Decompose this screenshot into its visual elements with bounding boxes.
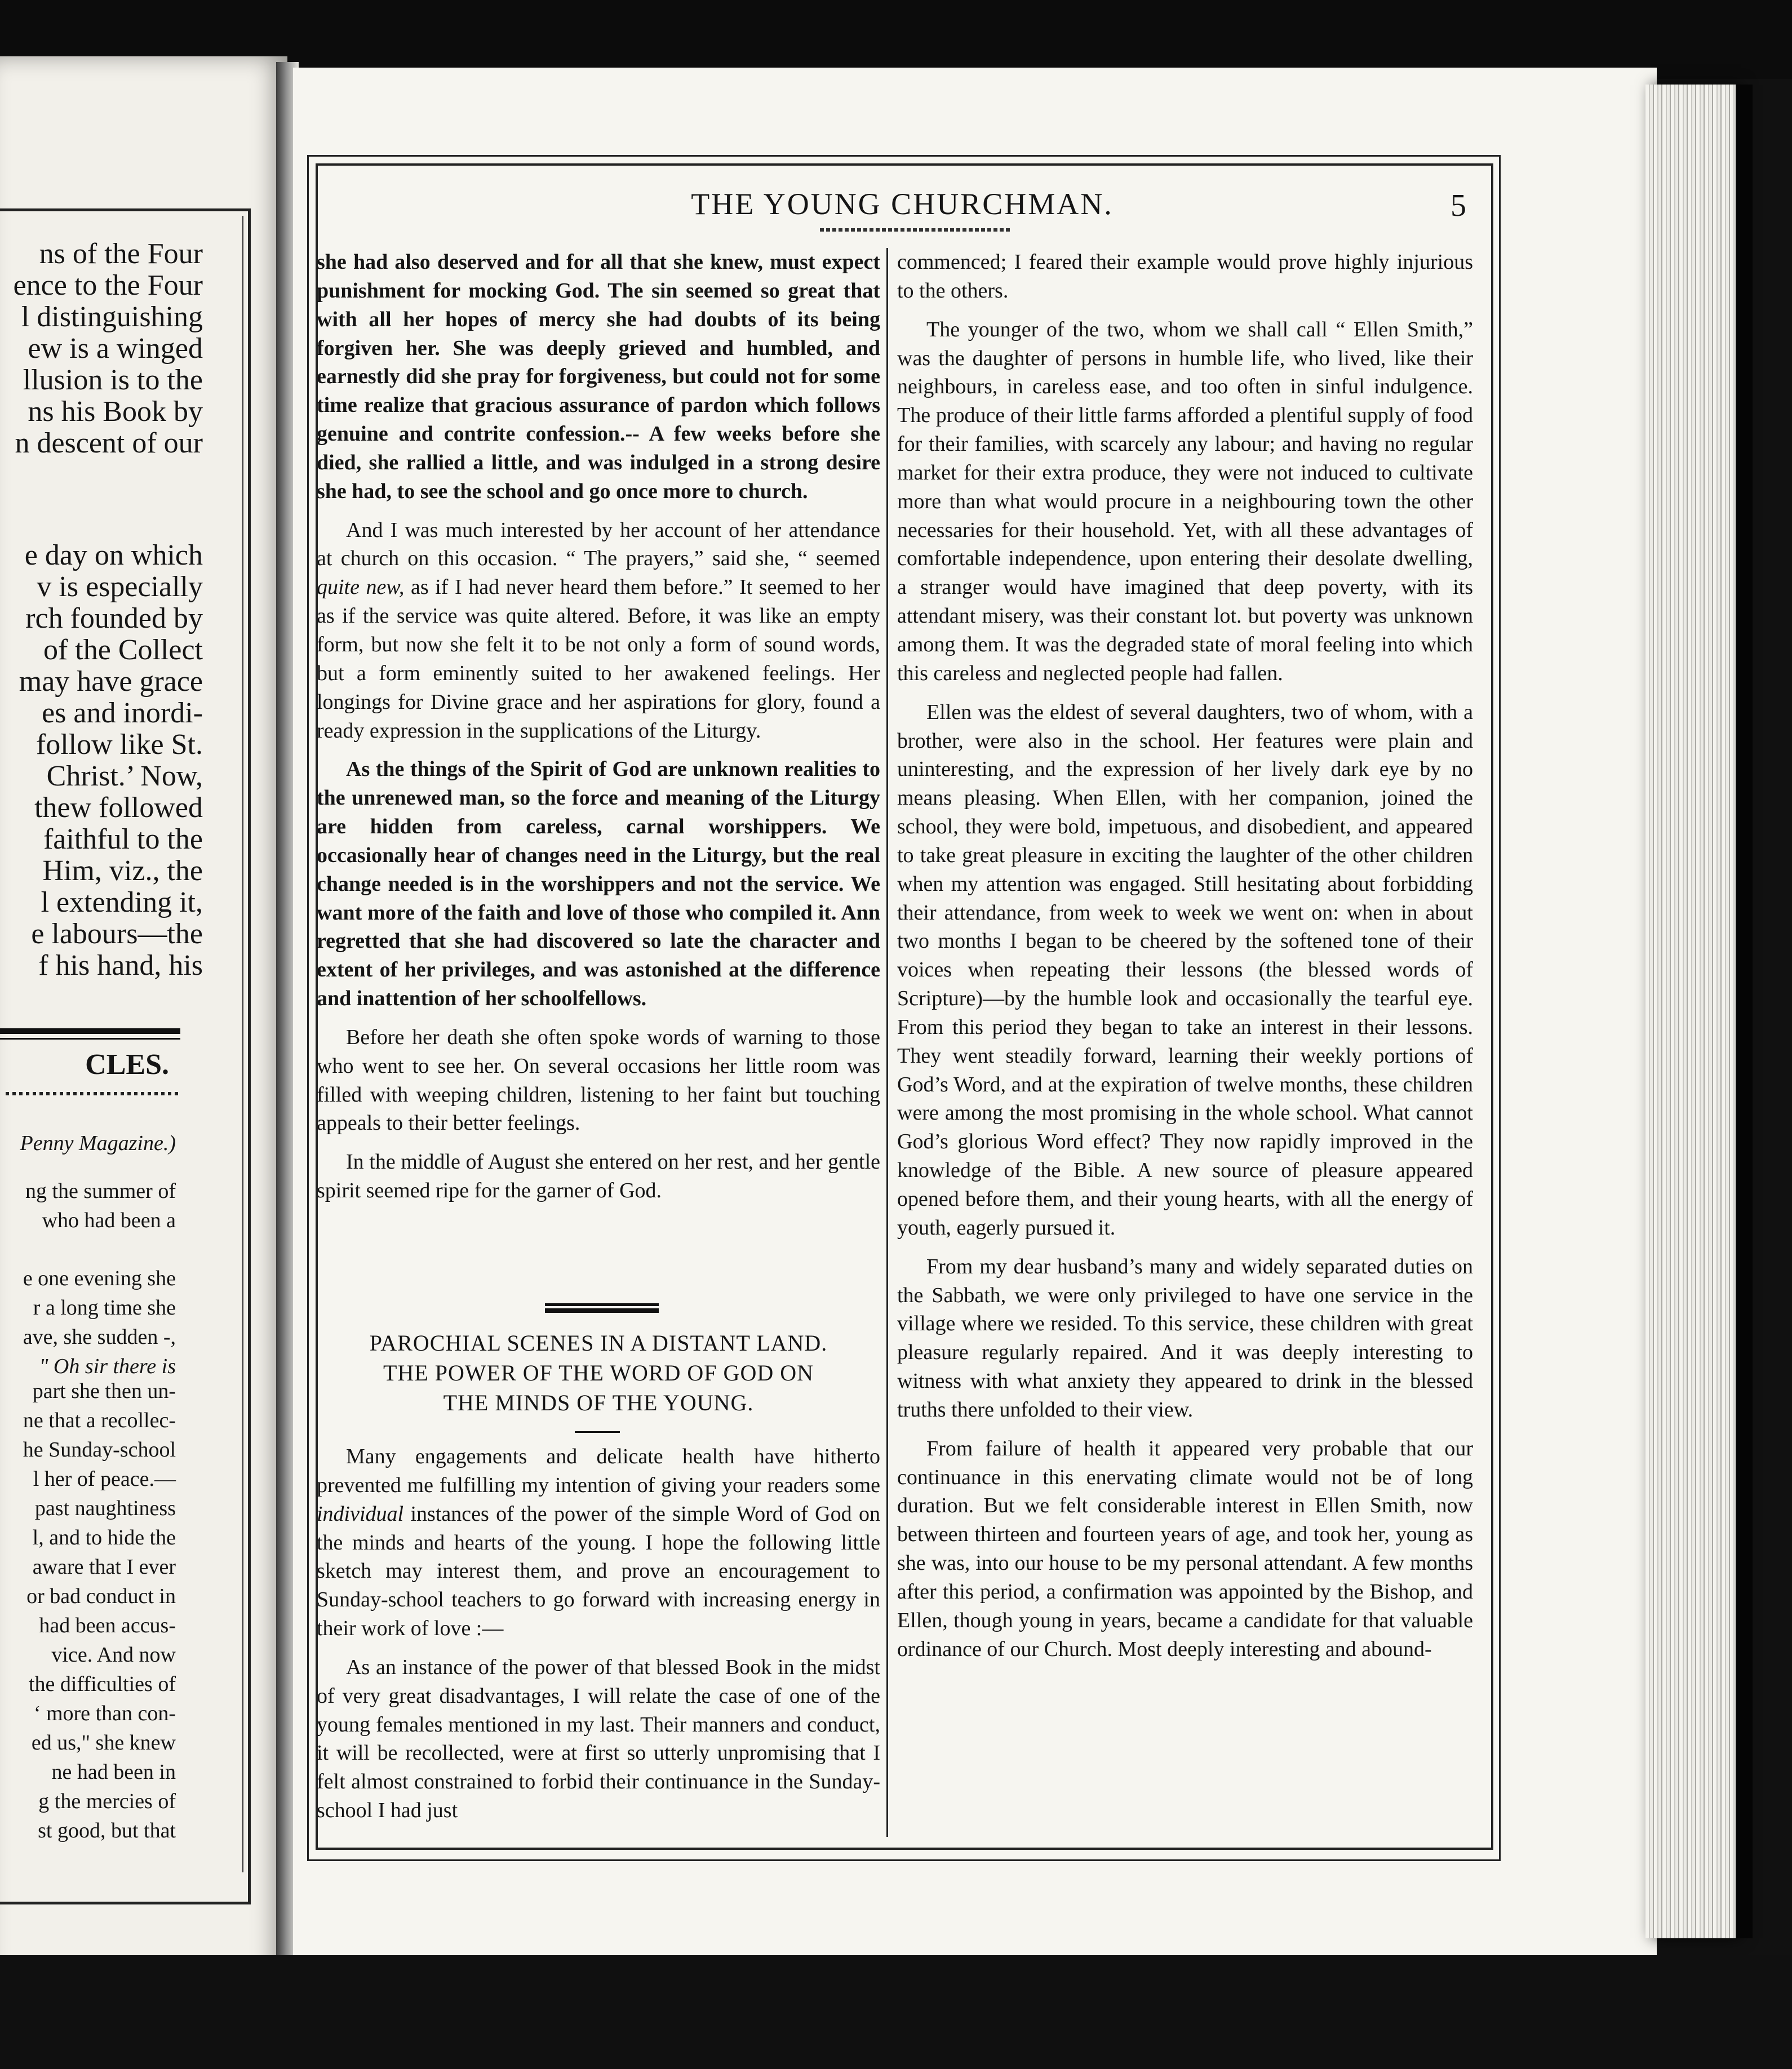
left-page-ornament: [6, 1092, 180, 1095]
page-title: THE YOUNG CHURCHMAN.: [691, 187, 1114, 221]
left-page-source: Penny Magazine.): [20, 1131, 176, 1155]
left-page-small-line: e one evening she: [23, 1267, 176, 1290]
left-page-small-line: ng the summer of: [25, 1179, 176, 1203]
left-page-small-line: ne had been in: [51, 1760, 176, 1784]
left-page-line: es and inordi-: [42, 697, 203, 729]
paragraph: From failure of health it appeared very probable that our continuance in this enervating climate would not be of long duration. But we felt considerable interest in Ellen Smith, now between thirteen and fourteen years of age, and took her, young as she was, into our house to be my personal attendant. A few months after this period, a confirmation was appointed by the Bishop, and Ellen, though young in years, became a candidate for that valuable ordinance of our Church. Most deeply interesting and abound-: [897, 1436, 1473, 1661]
left-page-small-line: past naughtiness: [34, 1497, 176, 1520]
left-page-line: follow like St.: [36, 729, 203, 761]
left-page-line: f his hand, his: [38, 949, 203, 982]
running-header: [316, 183, 1489, 234]
left-page-line: e labours—the: [31, 918, 203, 950]
left-page-line: l distinguishing: [21, 301, 203, 333]
paragraph: From my dear husband’s many and widely separated duties on the Sabbath, we were only privileged to have one service in the village where we resided. To this service, these children with great pleasure regularly repaired. And it was deeply interesting to witness with what anxiety they appeared to drink in the blessed truths there unfolded to their view.: [897, 1254, 1473, 1422]
column-right: [897, 248, 1473, 1674]
left-page-small-line: he Sunday-school: [23, 1438, 176, 1462]
left-page-small-line: ne that a recollec-: [23, 1409, 176, 1432]
page-number: 5: [1451, 188, 1466, 223]
left-page-line: n descent of our: [15, 427, 203, 459]
left-page-small-line: ‘ more than con-: [33, 1702, 176, 1725]
left-page-small-line: l her of peace.—: [33, 1467, 176, 1491]
left-page-line: thew followed: [34, 792, 203, 824]
left-page-line: l extending it,: [41, 886, 203, 918]
left-page-line: e day on which: [24, 539, 203, 571]
left-page-line: rch founded by: [25, 602, 203, 634]
paragraph: Before her death she often spoke words of warning to those who went to see her. On several occasions her little room was filled with weeping children, listening to her faint but touching appeals to their better feelings.: [317, 1025, 880, 1135]
left-page-small-line: the difficulties of: [28, 1672, 176, 1696]
paragraph: As the things of the Spirit of God are unknown realities to the unrenewed man, so the force and meaning of the Liturgy are hidden from careless, carnal worshippers. We occasionally hear of changes need in the Liturgy, but the real change needed is in the worshippers and not the service. We want more of the faith and love of those who compiled it. Ann regretted that she had discovered so late the character and extent of her privileges, and was astonished at the difference and inattention of her schoolfellows.: [317, 757, 880, 1011]
column-left: [317, 248, 880, 1215]
paragraph: The younger of the two, whom we shall call “ Ellen Smith,” was the daughter of persons in humble life, who lived, like their neighbours, in careless ease, and too often in sinful indulgence. The produce of their little farms afforded a plentiful supply of food for their families, with scarcely any labour; and having no regular market for their extra produce, they were not induced to cultivate more than what would procure in a neighbouring town the other necessaries for their household. Yet, with all these advantages of comfortable independence, upon entering their desolate dwelling, a stranger would have imagined that deep poverty, with its attendant misery, was their constant lot. but poverty was unknown among them. It was the degraded state of moral feeling into which this careless and neglected people had fallen.: [897, 317, 1473, 685]
section-rule: [545, 1303, 659, 1306]
left-page-heading: CLES.: [85, 1049, 169, 1081]
left-page-line: llusion is to the: [23, 364, 203, 396]
paragraph: she had also deserved and for all that she knew, must expect punishment for mocking God. The sin seemed so great that with all her hopes of mercy she had doubts of its being forgiven her. She was deeply grieved and humbled, and earnestly did she pray for forgiveness, but could not for some time realize that gracious assurance of pardon which follows genuine and contrite confession.-- A few weeks before she died, she rallied a little, and was indulged in a strong desire she had, to see the school and go once more to church.: [317, 250, 880, 503]
left-page-small-line: g the mercies of: [38, 1790, 176, 1813]
section-rule-thick: [545, 1308, 659, 1313]
left-page-small-line: " Oh sir there is: [39, 1355, 176, 1378]
paragraph: As an instance of the power of that blessed Book in the midst of very great disadvantages, I will relate the case of one of the young females mentioned in my last. Their manners and conduct, it will be recollected, were at first so utterly unpromising that I felt almost constrained to forbid their continuance in the Sunday-school I had just: [317, 1655, 880, 1823]
left-page-small-line: ave, she sudden -,: [23, 1325, 176, 1349]
left-page-line: Christ.’ Now,: [46, 760, 203, 792]
left-page-rule-thin: [0, 1038, 180, 1040]
paragraph: commenced; I feared their example would prove highly injurious to the others.: [897, 250, 1473, 303]
left-page-line: ew is a winged: [28, 332, 203, 365]
left-page: [0, 56, 287, 2028]
scan-background-bottom: [0, 1955, 1792, 2069]
left-page-small-line: vice. And now: [51, 1643, 176, 1667]
left-page-line: faithful to the: [43, 823, 203, 855]
book-page-edges: [1645, 85, 1736, 1938]
header-ornament: [820, 228, 1012, 232]
left-page-small-line: r a long time she: [33, 1296, 176, 1320]
left-page-small-line: ed us," she knew: [31, 1731, 176, 1755]
left-page-line: ence to the Four: [13, 269, 203, 301]
paragraph: Many engagements and delicate health have hitherto prevented me fulfilling my intention of giving your readers some individual instances of the power of the simple Word of God on the minds and hearts of the young. I hope the following little sketch may interest them, and prove an encouragement to Sunday-school teachers to go forward with increasing energy in their work of love :—: [317, 1445, 880, 1641]
left-page-small-line: had been accus-: [39, 1614, 176, 1637]
left-page-line: ns his Book by: [28, 396, 203, 428]
left-page-rule: [0, 1028, 180, 1034]
section-title: PAROCHIAL SCENES IN A DISTANT LAND. THE POWER OF THE WORD OF GOD ON THE MINDS OF THE YOUNG.: [369, 1330, 828, 1415]
column-divider: [886, 248, 888, 1837]
left-page-line: of the Collect: [43, 634, 203, 666]
left-page-small-line: or bad conduct in: [26, 1584, 176, 1608]
left-page-line: may have grace: [19, 665, 203, 698]
left-page-line: Him, viz., the: [42, 855, 203, 887]
left-page-small-line: l, and to hide the: [32, 1526, 176, 1549]
left-page-line: v is especially: [37, 571, 203, 603]
paragraph: And I was much interested by her account of her attendance at church on this occasion. “ The prayers,” said she, “ seemed quite new, as if I had never heard them before.” It seemed to her as if the service was quite altered. Before, it was like an empty form, but now she felt it to be not only a form of sound words, but a form eminently suited to her awakened feelings. Her longings for Divine grace and her aspirations for glory, found a ready expression in the supplications of the Liturgy.: [317, 518, 880, 743]
column-left-lower: [317, 1442, 880, 1835]
title-rule: [575, 1431, 620, 1433]
paragraph: In the middle of August she entered on her rest, and her gentle spirit seemed ripe for the garner of God.: [317, 1150, 880, 1203]
left-page-small-line: aware that I ever: [32, 1555, 176, 1579]
left-page-small-line: who had been a: [42, 1209, 176, 1232]
left-page-small-line: part she then un-: [32, 1379, 176, 1403]
paragraph: Ellen was the eldest of several daughters, two of whom, with a brother, were also in the school. Her features were plain and uninteresting, and the expression of her lively dark eye by no means pleasing. When Ellen, with her companion, joined the school, they were bold, impetuous, and disobedient, and appeared to take great pleasure in exciting the laughter of the other children when my attention was engaged. Still hesitating about forbidding their attendance, from week to week we went on: when in about two months I began to be cheered by the softened tone of their voices when repeating their lessons (the blessed words of Scripture)—by the humble look and occasionally the tearful eye. From this period they began to take an interest in their lessons. They went steadily forward, learning their weekly portions of God’s Word, and at the expiration of twelve months, these children were among the most promising in the whole school. What cannot God’s glorious Word effect? They now rapidly improved in the knowledge of the Bible. A new source of pleasure appeared opened before them, and their young hearts, with all the energy of youth, eagerly pursued it.: [897, 700, 1473, 1240]
left-page-line: ns of the Four: [39, 238, 203, 270]
left-page-small-line: st good, but that: [38, 1819, 176, 1842]
